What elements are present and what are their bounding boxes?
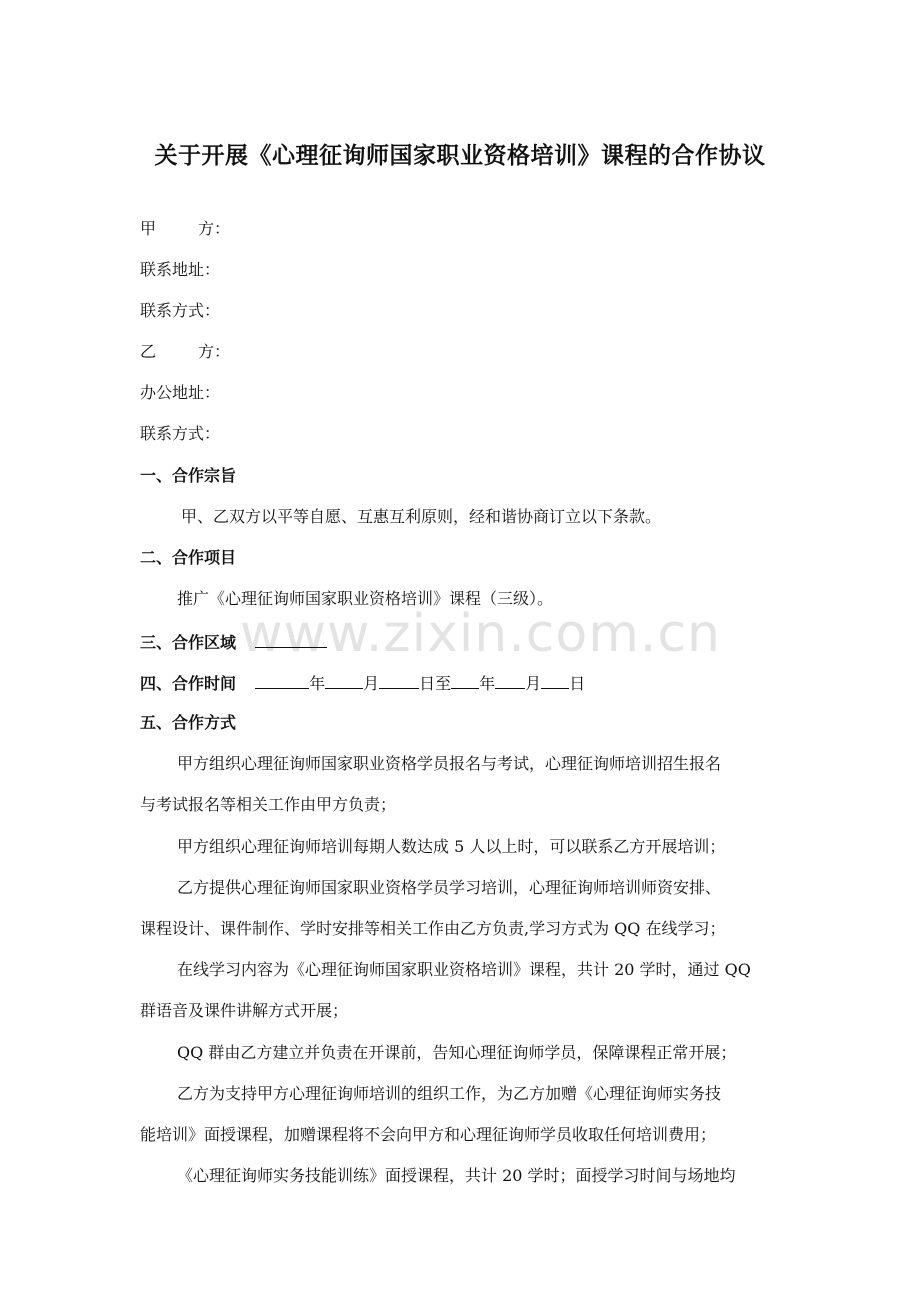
party-a-label-2: 方：	[198, 219, 231, 238]
end-year-blank	[451, 672, 479, 689]
section5-p4-line1: 在线学习内容为《心理征询师国家职业资格培训》课程，共计 20 学时，通过 QQ	[177, 960, 751, 979]
party-b-label-2: 方：	[198, 342, 231, 361]
section5-p1-line2: 与考试报名等相关工作由甲方负责；	[140, 795, 397, 814]
section1-body: 甲、乙双方以平等自愿、互惠互利原则，经和谐协商订立以下条款。	[181, 507, 662, 526]
document-title: 关于开展《心理征询师国家职业资格培训》课程的合作协议	[154, 143, 766, 169]
section5-p2: 甲方组织心理征询师培训每期人数达成 5 人以上时，可以联系乙方开展培训；	[177, 837, 726, 856]
section5-p4-line2: 群语音及课件讲解方式开展；	[140, 1001, 349, 1020]
section5-p6-line1: 乙方为支持甲方心理征询师培训的组织工作，为乙方加赠《心理征询师实务技	[177, 1084, 722, 1103]
contact-method-label-2: 联系方式：	[140, 424, 221, 443]
party-b-line	[140, 342, 230, 362]
start-day-blank	[379, 672, 419, 689]
section5-p1-line1: 甲方组织心理征询师国家职业资格学员报名与考试，心理征询师培训招生报名	[177, 754, 722, 773]
section3-line	[140, 631, 327, 653]
year2-label: 年	[479, 674, 496, 693]
section4-line	[140, 672, 585, 694]
office-address-label: 办公地址：	[140, 383, 221, 402]
month-label: 月	[363, 674, 380, 693]
section5-p6-line2: 能培训》面授课程，加赠课程将不会向甲方和心理征询师学员收取任何培训费用；	[140, 1125, 717, 1144]
section5-heading: 五、合作方式	[140, 713, 237, 732]
section2-heading: 二、合作项目	[140, 548, 237, 567]
contact-address-label: 联系地址：	[140, 260, 221, 279]
region-blank	[255, 631, 327, 648]
section5-p3-line1: 乙方提供心理征询师国家职业资格学员学习培训，心理征询师培训师资安排、	[177, 878, 722, 897]
end-day-blank	[541, 672, 569, 689]
day2-label: 日	[569, 674, 586, 693]
party-a-line	[140, 219, 230, 239]
day-to-label: 日至	[419, 674, 452, 693]
party-b-label-1: 乙	[140, 342, 157, 361]
section4-heading: 四、合作时间	[140, 674, 237, 693]
start-month-blank	[325, 672, 363, 689]
section5-p5: QQ 群由乙方建立并负责在开课前，告知心理征询师学员，保障课程正常开展；	[177, 1043, 737, 1062]
start-year-blank	[255, 672, 309, 689]
section1-heading: 一、合作宗旨	[140, 466, 237, 485]
month2-label: 月	[525, 674, 542, 693]
section3-heading: 三、合作区域	[140, 633, 237, 652]
section2-body: 推广《心理征询师国家职业资格培训》课程（三级）。	[177, 589, 554, 608]
year-label: 年	[309, 674, 326, 693]
section5-p3-line2: 课程设计、课件制作、学时安排等相关工作由乙方负责,学习方式为 QQ 在线学习；	[140, 919, 726, 938]
section5-p7-line1: 《心理征询师实务技能训练》面授课程，共计 20 学时；面授学习时间与场地均	[177, 1166, 736, 1185]
contact-method-label-1: 联系方式：	[140, 301, 221, 320]
watermark: www.zixin.com.cn	[240, 604, 721, 664]
end-month-blank	[495, 672, 525, 689]
party-a-label-1: 甲	[140, 219, 157, 238]
